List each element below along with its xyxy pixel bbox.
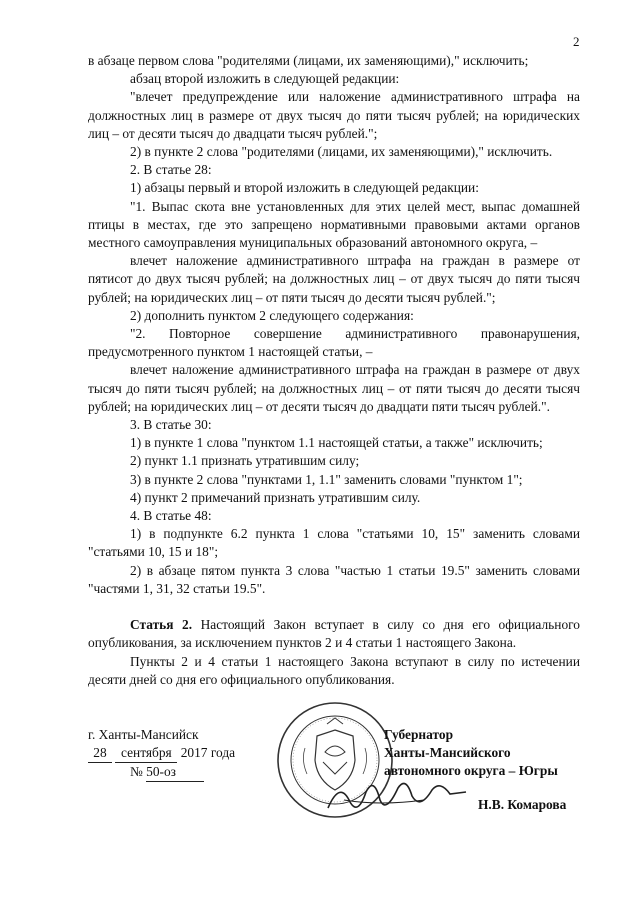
paragraph: 3. В статье 30:	[130, 417, 212, 433]
page-number: 2	[573, 34, 580, 49]
paragraph: 4) пункт 2 примечаний признать утратившим силу.	[130, 489, 421, 505]
paragraph: 2) в абзаце пятом пункта 3 слова "частью 1 статьи 19.5" заменить словами "частями 1, 31, 32 статьи 19.5".	[88, 562, 580, 596]
paragraph: 3) в пункте 2 слова "пунктами 1, 1.1" заменить словами "пунктом 1";	[130, 471, 523, 487]
article-2-paragraph-2: Пункты 2 и 4 статьи 1 настоящего Закона вступают в силу по истечении десяти дней со дня его официального опубликования.	[88, 653, 580, 687]
paragraph: "влечет предупреждение или наложение административного штрафа на должностных лиц в размере от двух тысяч до пяти тысяч рублей; на юридических лиц – от десяти тысяч до двадцати тысяч рублей.";	[88, 89, 580, 141]
paragraph: 4. В статье 48:	[130, 508, 212, 524]
governor-name: Н.В. Комарова	[478, 797, 567, 812]
governor-title	[384, 726, 558, 780]
law-number-label: №	[130, 764, 143, 779]
paragraph: 1) в подпункте 6.2 пункта 1 слова "статьями 10, 15" заменить словами "статьями 10, 15 и 18";	[88, 526, 580, 560]
paragraph: 2) пункт 1.1 признать утратившим силу;	[130, 453, 360, 469]
paragraph: в абзаце первом слова "родителями (лицами, их заменяющими)," исключить;	[88, 53, 529, 68]
signing-day: 28	[88, 744, 112, 763]
paragraph: 1) в пункте 1 слова "пунктом 1.1 настоящей статьи, а также" исключить;	[130, 435, 543, 451]
signing-month: сентября	[115, 744, 177, 763]
governor-title-line: Ханты-Мансийского	[384, 745, 511, 760]
signing-place-date	[88, 726, 235, 782]
paragraph: "2. Повторное совершение административного правонарушения, предусмотренного пунктом 1 настоящей статьи, –	[88, 326, 580, 360]
paragraph: влечет наложение административного штрафа на граждан в размере от двух тысяч до пяти тысяч рублей; на должностных лиц – от пяти тысяч до десяти тысяч рублей; на юридических лиц – от десяти тысяч до двадцати пяти тысяч рублей.".	[88, 362, 580, 414]
paragraph: 2) дополнить пунктом 2 следующего содержания:	[130, 307, 414, 323]
signing-year: 2017 года	[180, 745, 236, 760]
article-2-paragraph	[88, 616, 580, 652]
governor-title-line: автономного округа – Югры	[384, 763, 558, 778]
governor-title-line: Губернатор	[384, 727, 454, 742]
signing-date	[88, 744, 235, 763]
paragraph: влечет наложение административного штрафа на граждан в размере от пятисот до двух тысяч рублей; на должностных лиц – от двух тысяч до пяти тысяч рублей; на юридических лиц – от пяти тысяч до десяти тысяч рублей.";	[88, 253, 580, 305]
paragraph: абзац второй изложить в следующей редакции:	[130, 71, 400, 87]
paragraph: 2) в пункте 2 слова "родителями (лицами, их заменяющими)," исключить.	[130, 144, 553, 160]
paragraph: 1) абзацы первый и второй изложить в следующей редакции:	[130, 180, 479, 196]
document-body	[88, 52, 580, 689]
paragraph: 2. В статье 28:	[130, 162, 212, 178]
paragraph: "1. Выпас скота вне установленных для этих целей мест, выпас домашней птицы в местах, где это запрещено нормативными правовыми актами органов местного самоуправления муниципальных образований автономного округа, –	[88, 198, 580, 251]
article-2-heading: Статья 2.	[130, 617, 193, 633]
signing-city: г. Ханты-Мансийск	[88, 727, 199, 742]
law-number-line	[88, 763, 235, 782]
law-number: 50-оз	[146, 763, 204, 782]
article-2-text: Настоящий Закон вступает в силу со дня его официального опубликования, за исключением пунктов 2 и 4 статьи 1 настоящего Закона.	[88, 617, 580, 651]
